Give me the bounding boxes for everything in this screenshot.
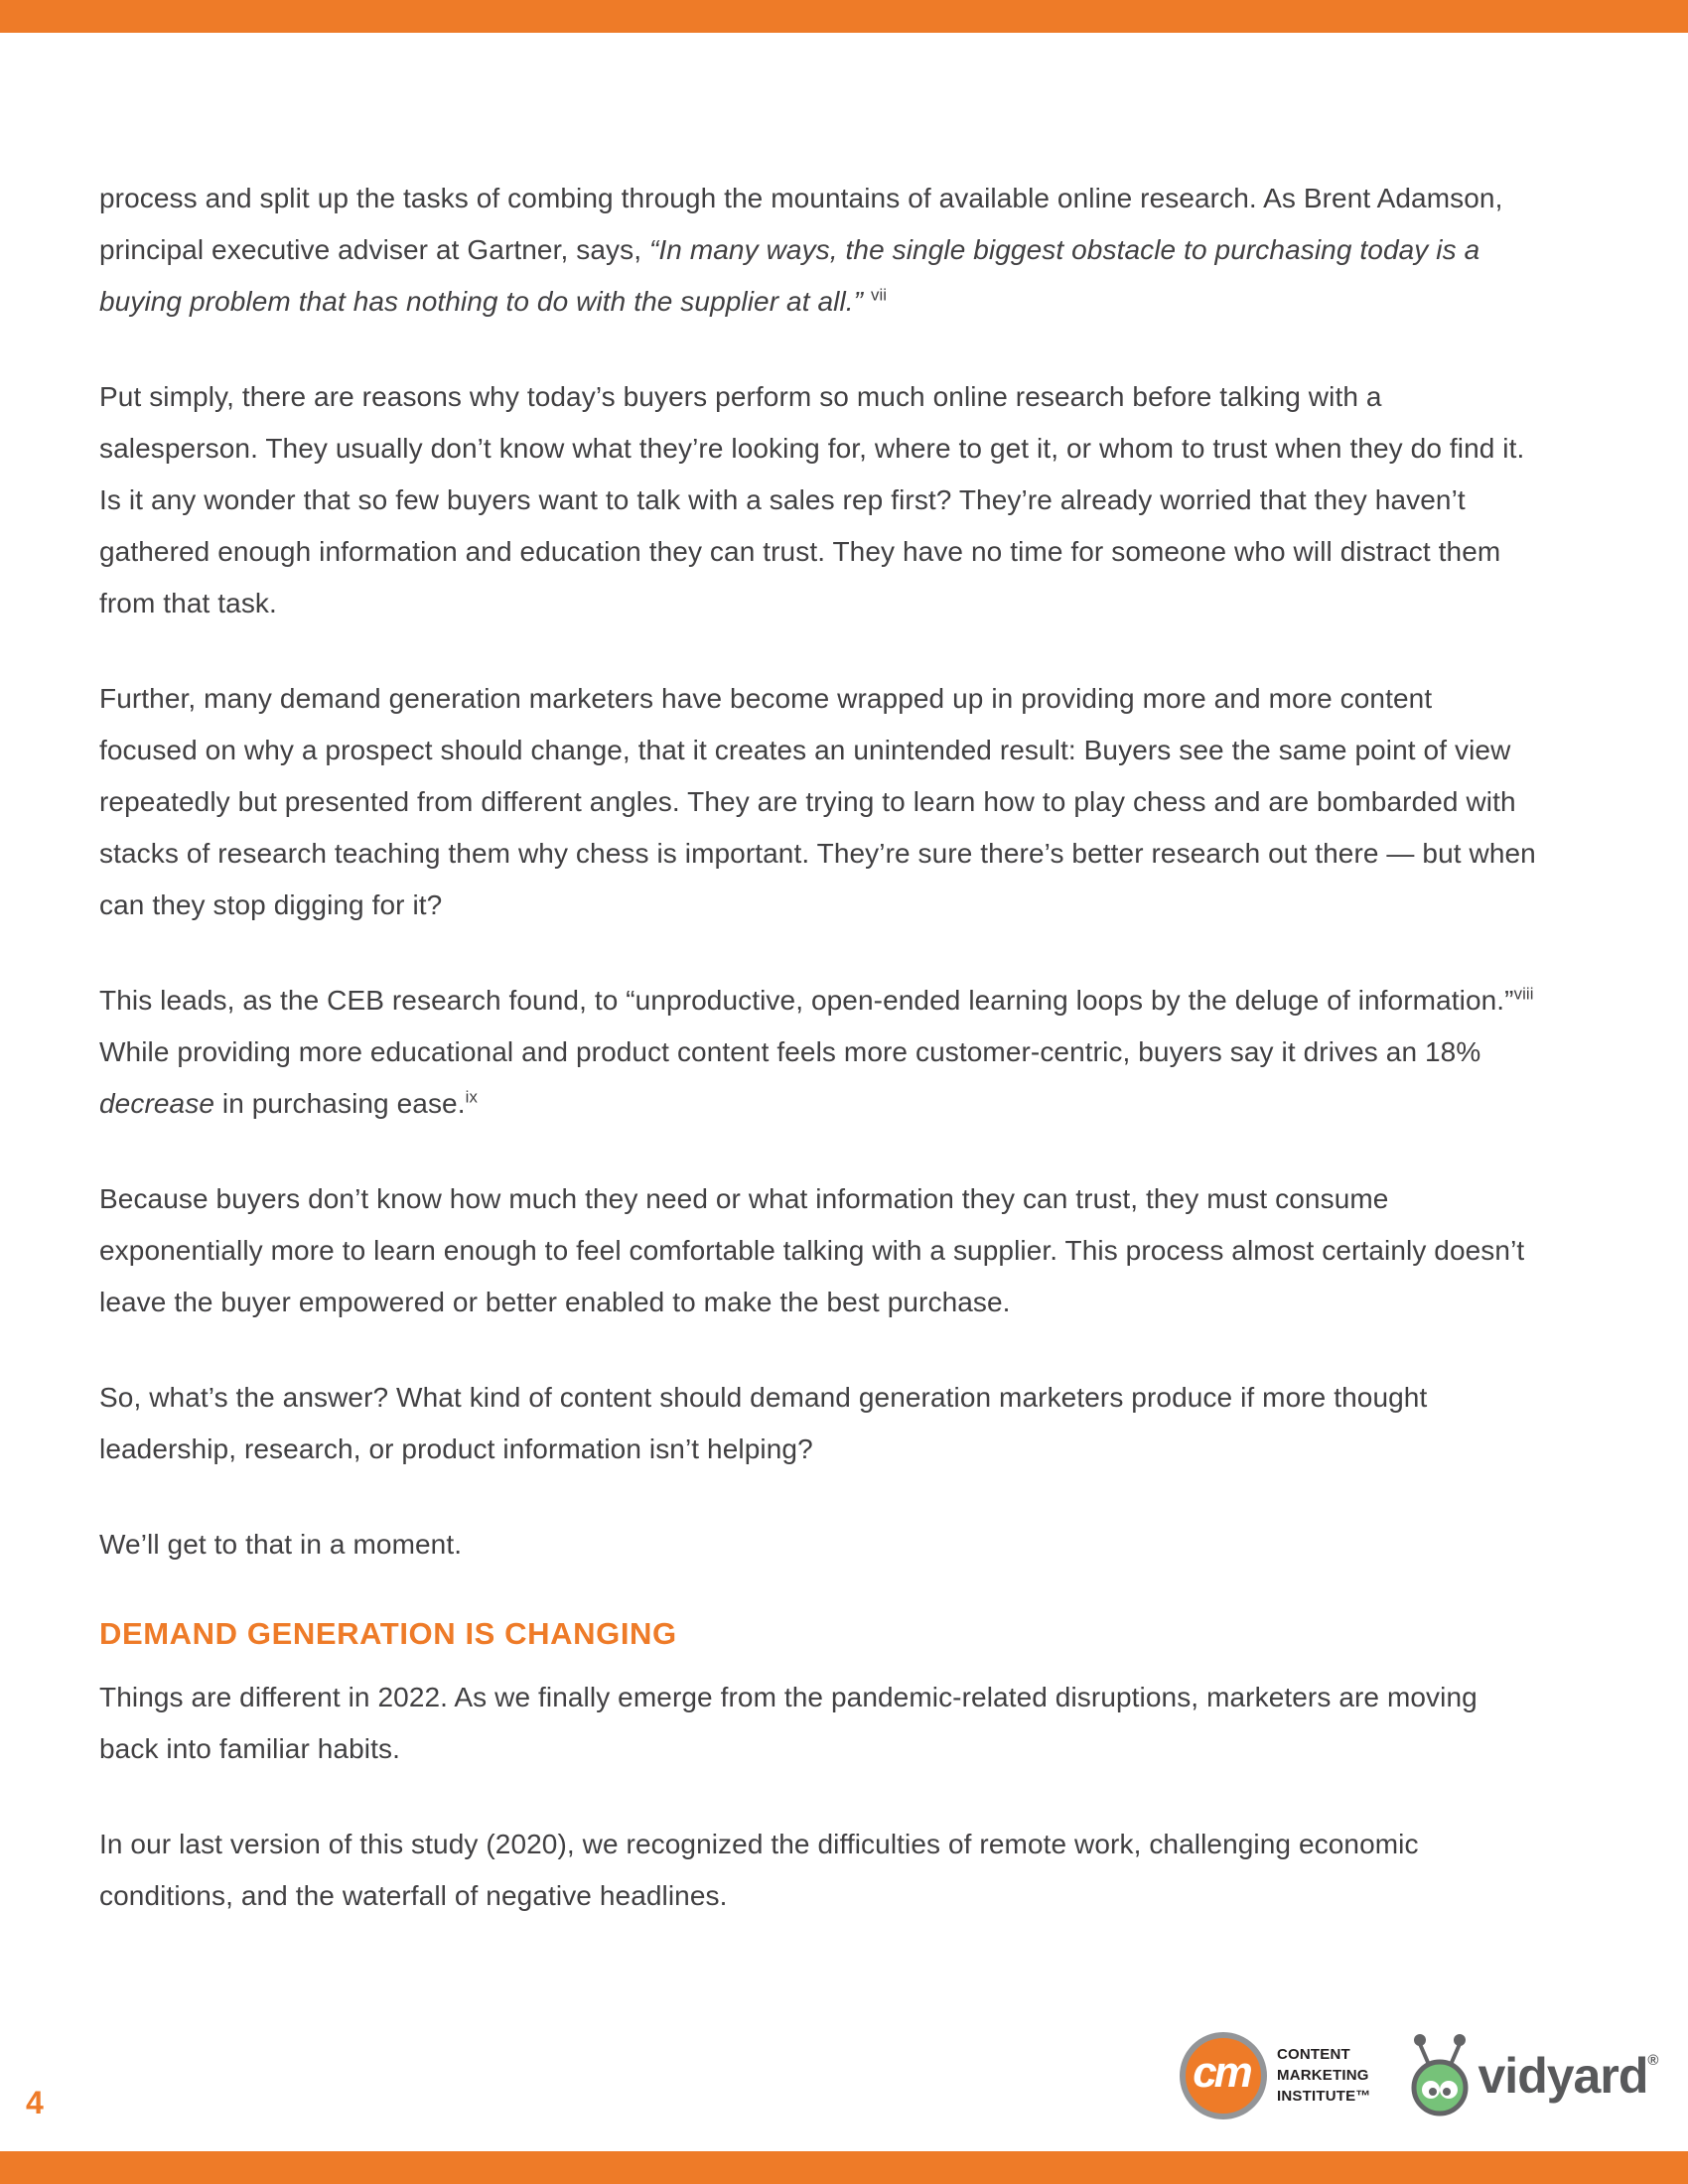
- page-text-content: [99, 173, 1537, 1966]
- body-paragraph: Things are different in 2022. As we finally emerge from the pandemic-related disruptions, marketers are moving back into familiar habits.: [99, 1682, 1477, 1764]
- bottom-accent-bar: [0, 2151, 1688, 2184]
- cmi-logo-text-line: CONTENT: [1277, 2046, 1350, 2063]
- cmi-monogram-text: cm: [1193, 2047, 1250, 2097]
- body-paragraph: Further, many demand generation marketers have become wrapped up in providing more and more content focused on why a prospect should change, that it creates an unintended result: Buyers see the same point of view repeatedly but presented from different angles. They are trying to learn how to play chess and are bombarded with stacks of research teaching them why chess is important. They’re sure there’s better research out there — but when can they stop digging for it?: [99, 683, 1536, 920]
- body-paragraph: In our last version of this study (2020), we recognized the difficulties of remote work, challenging economic conditions, and the waterfall of negative headlines.: [99, 1829, 1419, 1911]
- cmi-logo: [1180, 2032, 1371, 2119]
- cmi-logo-text: [1277, 2044, 1371, 2107]
- body-paragraph: So, what’s the answer? What kind of content should demand generation marketers produce if more thought leadership, research, or product information isn’t helping?: [99, 1382, 1428, 1464]
- vidyard-robot-icon: [1409, 2027, 1471, 2123]
- body-paragraph: Because buyers don’t know how much they need or what information they can trust, they must consume exponentially more to learn enough to feel comfortable talking with a supplier. This process almost certainly doesn’t leave the buyer empowered or better enabled to make the best purchase.: [99, 1183, 1525, 1317]
- body-paragraph: This leads, as the CEB research found, to “unproductive, open-ended learning loops by the deluge of information.”$^{viii}$ While providing more educational and product content feels more customer-centric, buyers say it drives an 18% decrease in purchasing ease.$^{ix}$: [99, 984, 1534, 1119]
- cmi-circle-monogram-icon: [1180, 2032, 1267, 2119]
- top-accent-bar: [0, 0, 1688, 33]
- page-number: 4: [26, 2085, 44, 2120]
- body-paragraph: We’ll get to that in a moment.: [99, 1529, 463, 1560]
- cmi-logo-text-line: MARKETING: [1277, 2067, 1369, 2084]
- footer-logos: [1180, 2027, 1658, 2123]
- vidyard-wordmark: [1477, 2047, 1659, 2104]
- vidyard-logo: [1409, 2027, 1659, 2123]
- vidyard-registered-mark: ®: [1647, 2051, 1659, 2069]
- vidyard-wordmark-text: vidyard: [1477, 2047, 1648, 2104]
- cmi-logo-text-line: INSTITUTE™: [1277, 2088, 1371, 2105]
- section-heading: DEMAND GENERATION IS CHANGING: [99, 1616, 677, 1651]
- body-paragraph: process and split up the tasks of combing through the mountains of available online research. As Brent Adamson, principal executive adviser at Gartner, says, “In many ways, the single biggest obstacle to purchasing today is a buying problem that has nothing to do with the supplier at all.” $^{vii}$: [99, 183, 1503, 317]
- body-paragraph: Put simply, there are reasons why today’s buyers perform so much online research before talking with a salesperson. They usually don’t know what they’re looking for, where to get it, or whom to trust when they do find it. Is it any wonder that so few buyers want to talk with a sales rep first? They’re already worried that they haven’t gathered enough information and education they can trust. They have no time for someone who will distract them from that task.: [99, 381, 1525, 618]
